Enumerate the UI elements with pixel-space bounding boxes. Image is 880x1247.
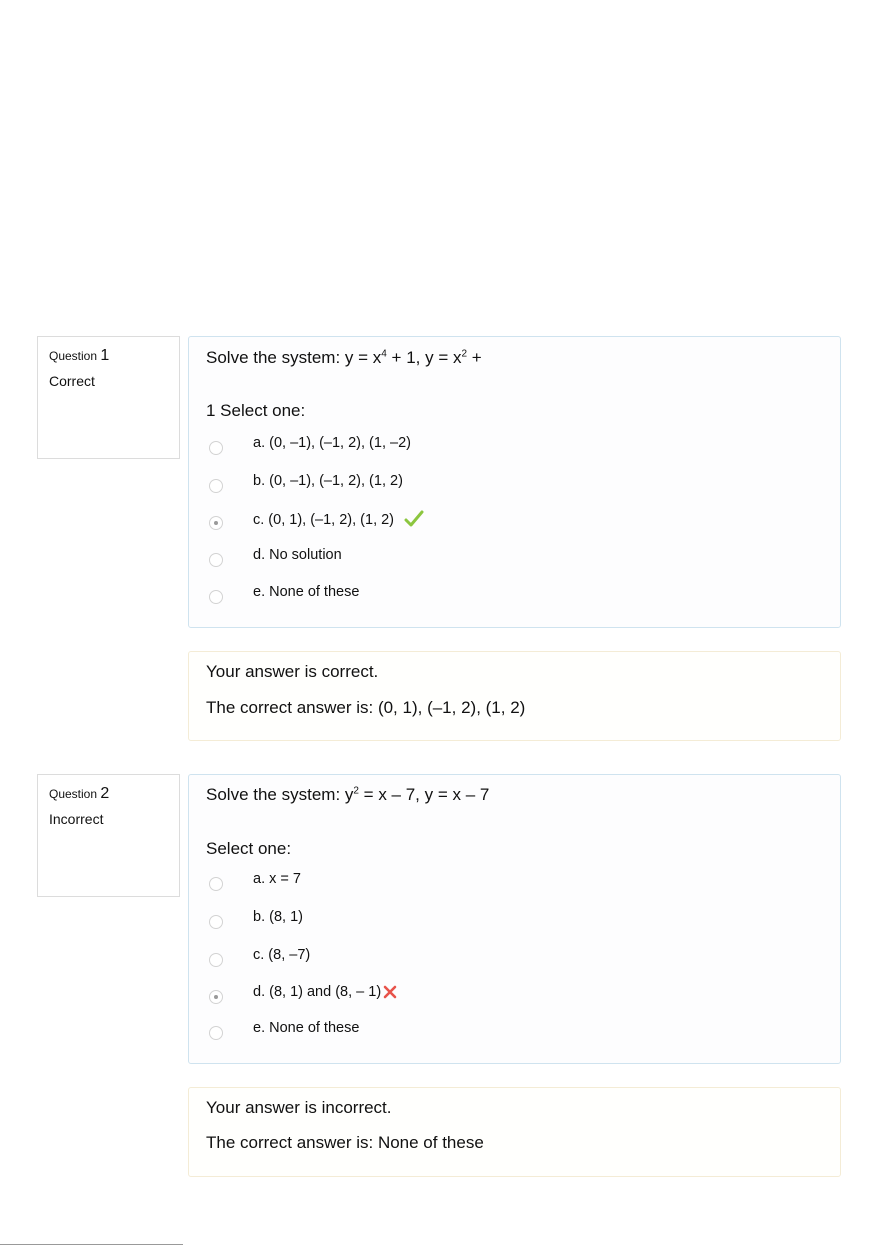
q2-option-d[interactable] <box>189 984 840 1010</box>
question-1-formulation <box>188 336 841 628</box>
q1-option-b[interactable] <box>189 473 840 499</box>
question-2-state: Incorrect <box>49 811 104 827</box>
feedback-status: Your answer is correct. <box>206 662 379 681</box>
q1-option-d[interactable] <box>189 547 840 573</box>
q1-option-e[interactable] <box>189 584 840 610</box>
option-label: d. (8, 1) and (8, – 1) <box>253 984 382 1000</box>
radio-button[interactable] <box>209 441 223 455</box>
question-2-info <box>37 774 180 897</box>
option-label: a. (0, –1), (–1, 2), (1, –2) <box>253 435 411 451</box>
question-number: 2 <box>100 785 110 802</box>
option-label: b. (8, 1) <box>253 909 303 925</box>
question-1-feedback <box>188 651 841 741</box>
feedback-status: Your answer is incorrect. <box>206 1098 392 1117</box>
radio-button[interactable] <box>209 479 223 493</box>
question-2-feedback <box>188 1087 841 1177</box>
question-2-formulation <box>188 774 841 1064</box>
question-1-info <box>37 336 180 459</box>
q1-option-a[interactable] <box>189 435 840 461</box>
feedback-right-answer: The correct answer is: None of these <box>206 1133 484 1152</box>
radio-button[interactable] <box>209 953 223 967</box>
q2-option-c[interactable] <box>189 947 840 973</box>
radio-button[interactable] <box>209 590 223 604</box>
option-text-wrap <box>253 984 398 1004</box>
question-1-state: Correct <box>49 373 95 389</box>
option-label: b. (0, –1), (–1, 2), (1, 2) <box>253 473 403 489</box>
q2-option-b[interactable] <box>189 909 840 935</box>
question-1-text: Solve the system: $y = x^4 + 1$, $y = x^2$ + <box>206 348 482 367</box>
question-word: Question <box>49 787 98 801</box>
question-word: Question <box>49 349 98 363</box>
cross-icon <box>382 984 398 1004</box>
option-label: e. None of these <box>253 584 360 600</box>
question-1-select-prompt: 1 Select one: <box>206 401 306 420</box>
option-label: e. None of these <box>253 1020 360 1036</box>
question-number: 1 <box>100 347 110 364</box>
q2-option-a[interactable] <box>189 871 840 897</box>
radio-button[interactable] <box>209 877 223 891</box>
option-label: a. x = 7 <box>253 871 301 887</box>
option-label: d. No solution <box>253 547 342 563</box>
radio-button-selected[interactable] <box>209 990 223 1004</box>
radio-button[interactable] <box>209 915 223 929</box>
option-label: c. (0, 1), (–1, 2), (1, 2) <box>253 512 395 528</box>
q1-option-c[interactable] <box>189 510 840 536</box>
option-text-wrap <box>253 510 424 532</box>
q2-option-e[interactable] <box>189 1020 840 1046</box>
question-2-label <box>49 785 109 803</box>
footnote-divider <box>0 1244 183 1245</box>
question-2-select-prompt: Select one: <box>206 839 292 858</box>
checkmark-icon <box>404 510 424 532</box>
question-1-label <box>49 347 109 365</box>
radio-button-selected[interactable] <box>209 516 223 530</box>
feedback-right-answer: The correct answer is: (0, 1), (–1, 2), (1, 2) <box>206 698 526 717</box>
radio-button[interactable] <box>209 1026 223 1040</box>
option-label: c. (8, –7) <box>253 947 311 963</box>
question-2-text: Solve the system: $y^2 = x - 7$, y = x – 7 <box>206 785 490 804</box>
radio-button[interactable] <box>209 553 223 567</box>
